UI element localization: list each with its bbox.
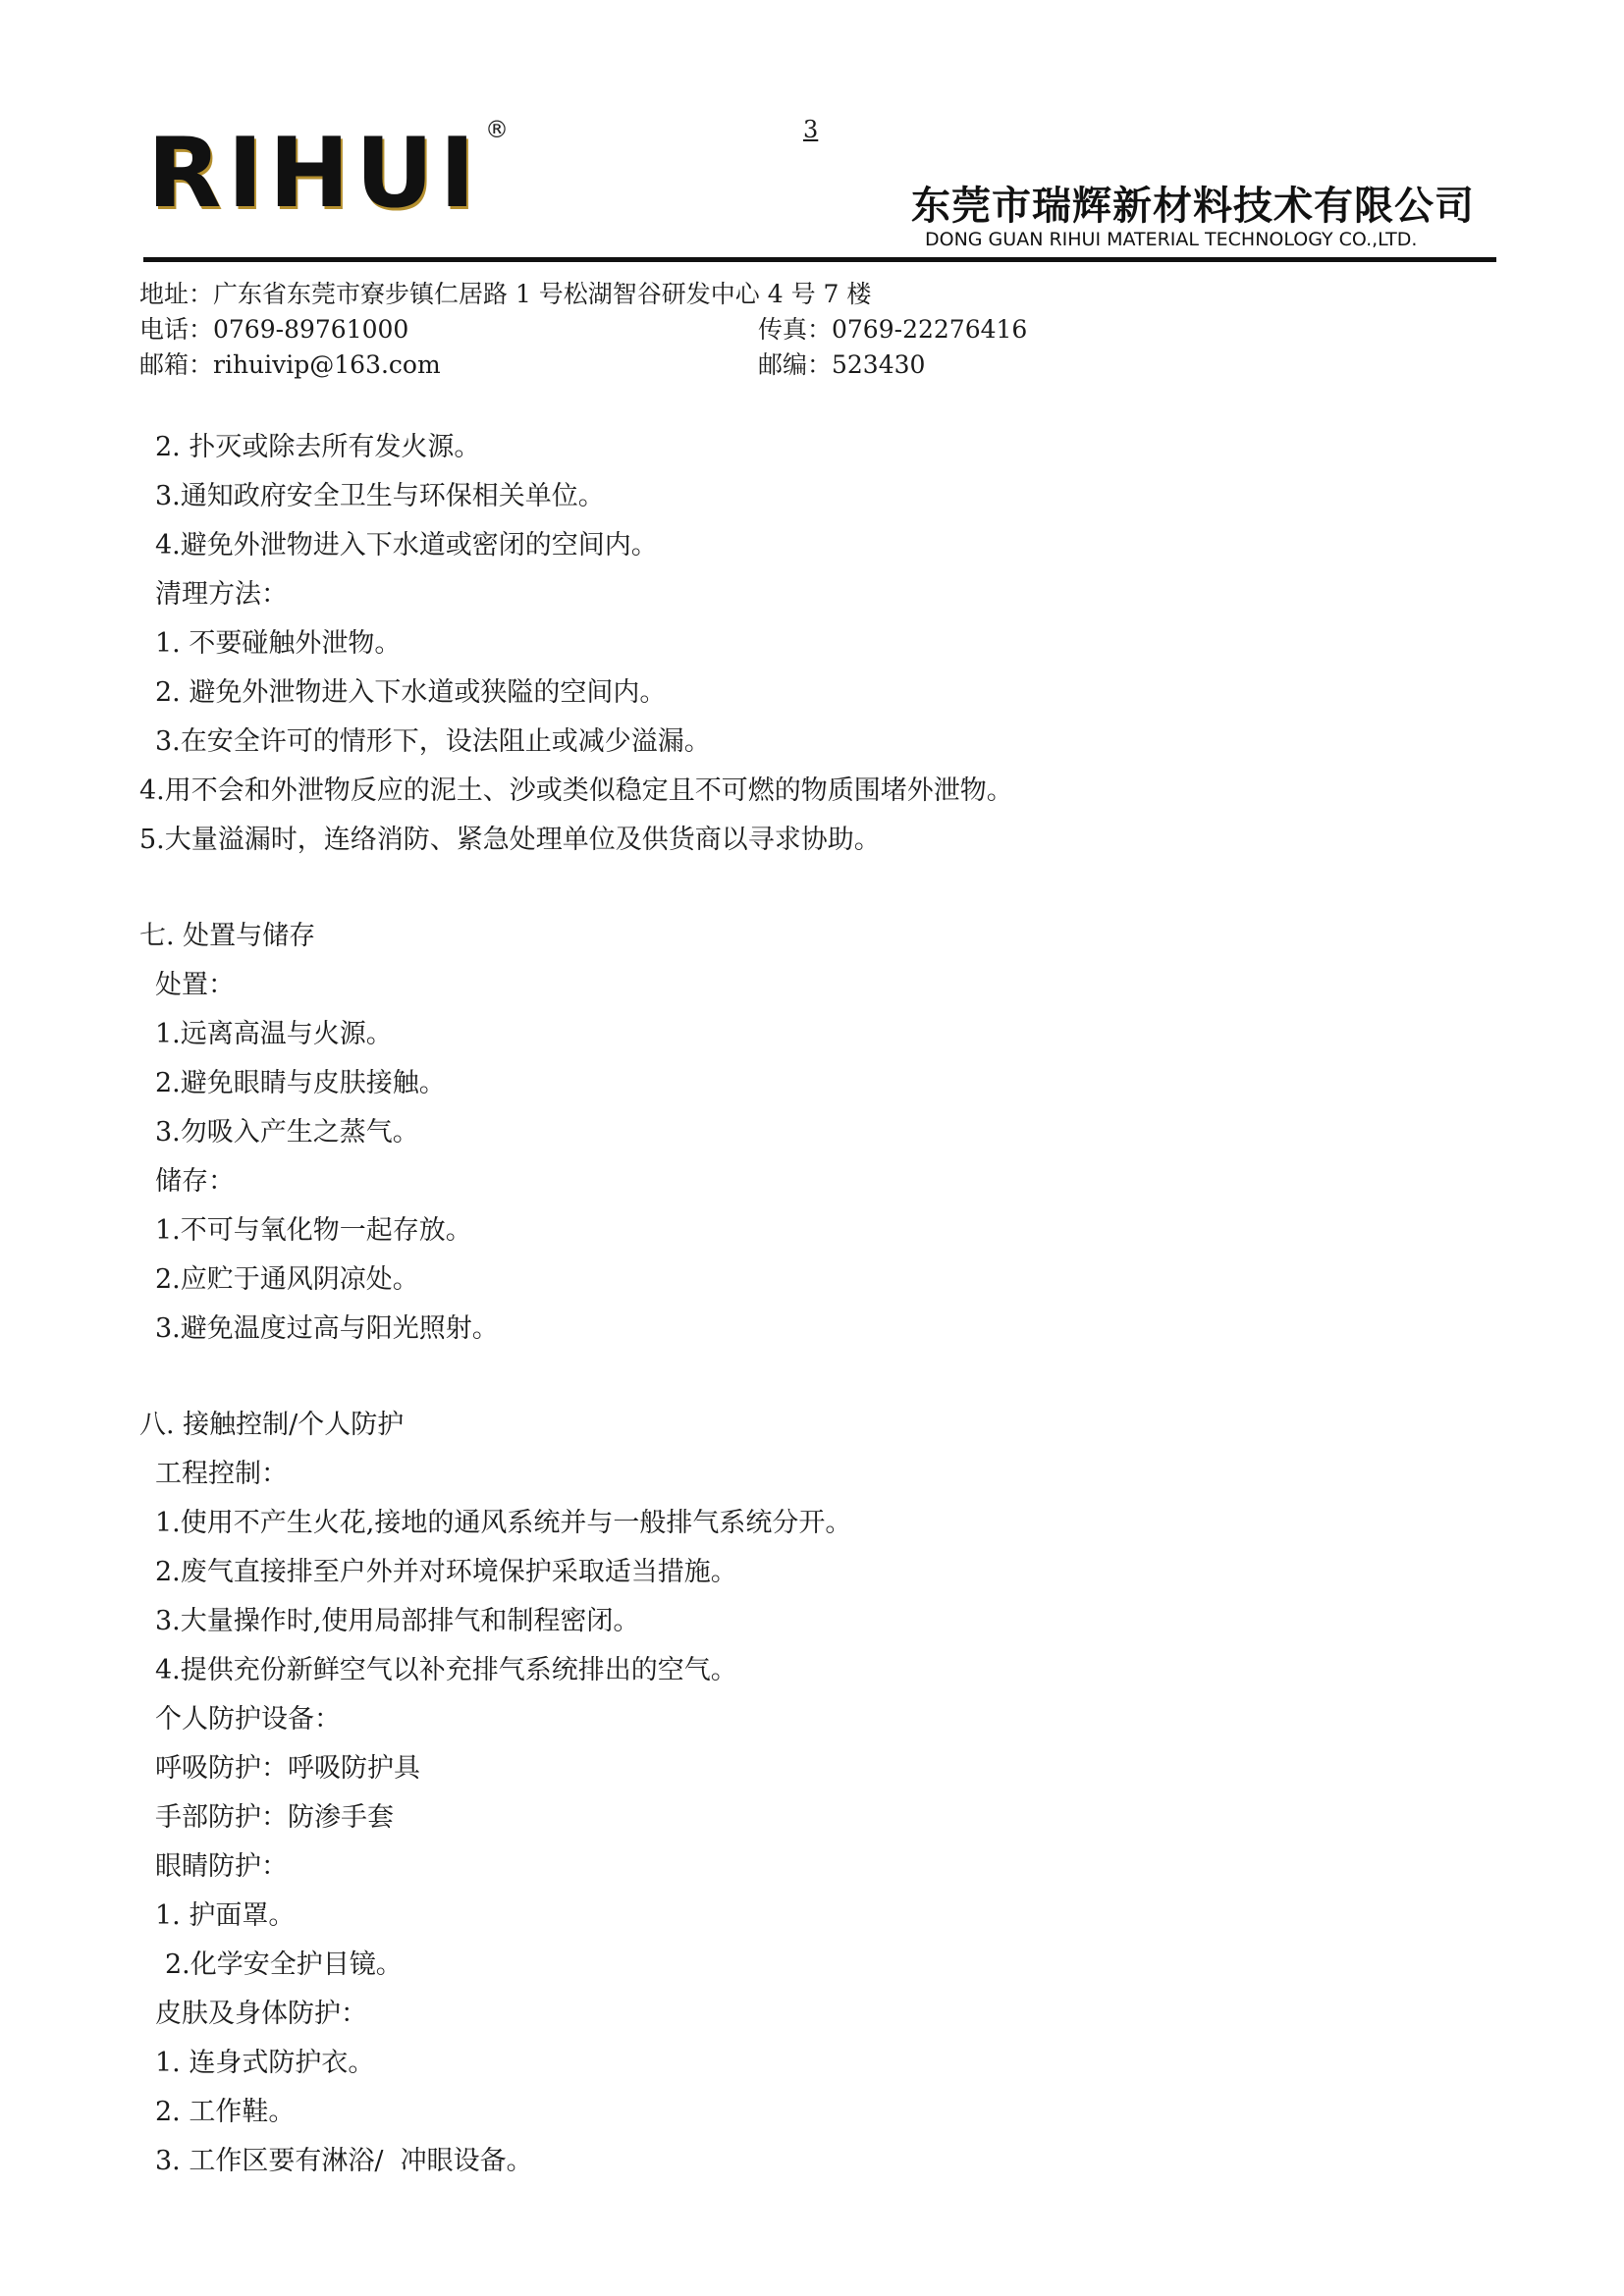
body-line: 4.避免外泄物进入下水道或密闭的空间内。 bbox=[155, 530, 658, 561]
page-number: 3 bbox=[803, 116, 819, 143]
body-line: 呼吸防护：呼吸防护具 bbox=[155, 1753, 420, 1784]
body-line: 2.废气直接排至户外并对环境保护采取适当措施。 bbox=[155, 1557, 737, 1587]
contact-address: 地址：广东省东莞市寮步镇仁居路 1 号松湖智谷研发中心 4 号 7 楼 bbox=[139, 280, 872, 308]
body-line: 3.勿吸入产生之蒸气。 bbox=[155, 1117, 419, 1148]
contact-email: 邮箱：rihuivip@163.com bbox=[139, 350, 441, 379]
header-divider bbox=[143, 257, 1496, 262]
body-line: 手部防护：防渗手套 bbox=[155, 1802, 394, 1833]
body-line: 1. 护面罩。 bbox=[155, 1900, 296, 1931]
contact-phone: 电话：0769-89761000 bbox=[139, 315, 409, 344]
sub-heading: 个人防护设备： bbox=[155, 1704, 341, 1735]
company-logo: RIHUI bbox=[147, 118, 481, 230]
contact-fax: 传真：0769-22276416 bbox=[758, 315, 1028, 344]
sub-heading: 工程控制： bbox=[155, 1459, 288, 1489]
contact-postcode: 邮编：523430 bbox=[758, 350, 926, 379]
section-heading: 七. 处置与储存 bbox=[139, 921, 316, 951]
body-line: 2. 扑灭或除去所有发火源。 bbox=[155, 432, 481, 462]
body-line: 3.大量操作时,使用局部排气和制程密闭。 bbox=[155, 1606, 640, 1636]
body-line: 2. 避免外泄物进入下水道或狭隘的空间内。 bbox=[155, 677, 667, 708]
body-line: 2.避免眼睛与皮肤接触。 bbox=[155, 1068, 446, 1098]
body-line: 1. 连身式防护衣。 bbox=[155, 2048, 375, 2078]
body-line: 3. 工作区要有淋浴/ 冲眼设备。 bbox=[155, 2146, 533, 2176]
registered-mark: ® bbox=[485, 116, 509, 143]
body-line: 4.提供充份新鲜空气以补充排气系统排出的空气。 bbox=[155, 1655, 737, 1685]
body-line: 4.用不会和外泄物反应的泥土、沙或类似稳定且不可燃的物质围堵外泄物。 bbox=[139, 775, 1013, 806]
body-line: 5.大量溢漏时，连络消防、紧急处理单位及供货商以寻求协助。 bbox=[139, 825, 881, 855]
sub-heading: 清理方法： bbox=[155, 579, 288, 610]
sub-heading: 储存： bbox=[155, 1166, 235, 1197]
body-line: 1.使用不产生火花,接地的通风系统并与一般排气系统分开。 bbox=[155, 1508, 852, 1538]
body-line: 2.化学安全护目镜。 bbox=[165, 1949, 403, 1980]
company-name-en: DONG GUAN RIHUI MATERIAL TECHNOLOGY CO.,LTD. bbox=[925, 229, 1418, 250]
sub-heading: 眼睛防护： bbox=[155, 1851, 288, 1882]
body-line: 1.远离高温与火源。 bbox=[155, 1019, 393, 1049]
sub-heading: 皮肤及身体防护： bbox=[155, 1999, 367, 2029]
body-line: 3.通知政府安全卫生与环保相关单位。 bbox=[155, 481, 605, 511]
body-line: 3.在安全许可的情形下，设法阻止或减少溢漏。 bbox=[155, 726, 711, 757]
body-line: 3.避免温度过高与阳光照射。 bbox=[155, 1313, 499, 1344]
company-name-cn: 东莞市瑞辉新材料技术有限公司 bbox=[911, 184, 1475, 229]
body-line: 1. 不要碰触外泄物。 bbox=[155, 628, 402, 659]
section-heading: 八. 接触控制/个人防护 bbox=[139, 1410, 405, 1440]
body-line: 2.应贮于通风阴凉处。 bbox=[155, 1264, 419, 1295]
sub-heading: 处置： bbox=[155, 970, 235, 1000]
body-line: 2. 工作鞋。 bbox=[155, 2097, 296, 2127]
body-line: 1.不可与氧化物一起存放。 bbox=[155, 1215, 472, 1246]
